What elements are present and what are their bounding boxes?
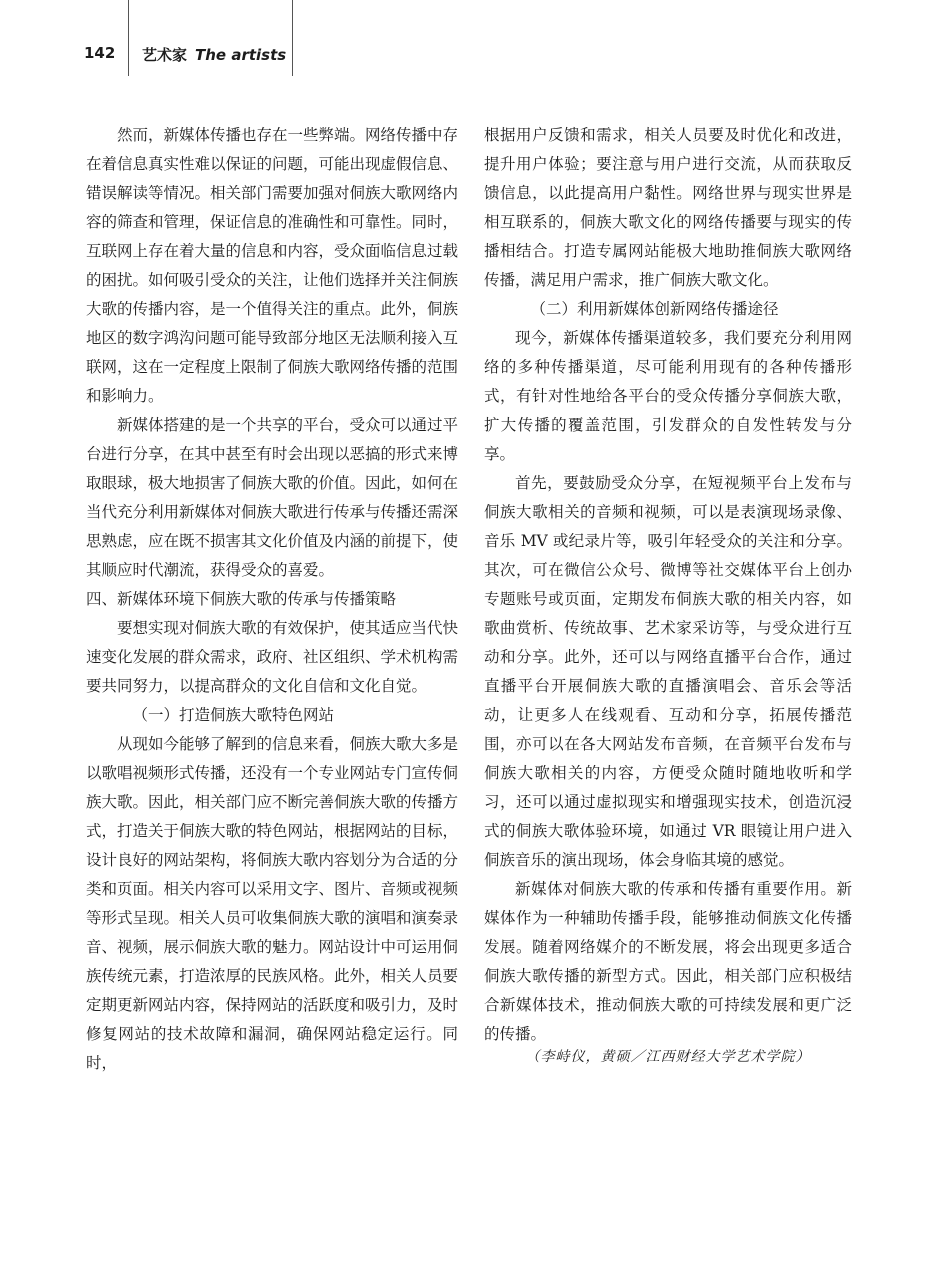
- subsection-heading: （二）利用新媒体创新网络传播途径: [530, 300, 779, 318]
- paragraph-continued: 根据用户反馈和需求，相关人员要及时优化和改进，提升用户体验；要注意与用户进行交流，从而获取反馈信息，以此提高用户黏性。网络世界与现实世界是相互联系的，侗族大歌文化的网络传播要与现实的传播相结合。打造专属网站能极大地助推侗族大歌网络传播，满足用户需求，推广侗族大歌文化。: [484, 126, 852, 289]
- paragraph: 新媒体搭建的是一个共享的平台，受众可以通过平台进行分享，在其中甚至有时会出现以恶搞的形式来博取眼球，极大地损害了侗族大歌的价值。因此，如何在当代充分利用新媒体对侗族大歌进行传承与传播还需深思熟虑，应在既不损害其文化价值及内涵的前提下，使其顺应时代潮流，获得受众的喜爱。: [86, 416, 459, 579]
- running-head: [142, 44, 286, 65]
- header-divider-left: [128, 0, 129, 76]
- page-number: 142: [84, 44, 116, 62]
- author-affiliation: （李峙仪，黄硕／江西财经大学艺术学院）: [525, 1049, 811, 1065]
- section-heading: 四、新媒体环境下侗族大歌的传承与传播策略: [86, 590, 397, 608]
- header-divider-right: [292, 0, 293, 76]
- journal-title-en: The artists: [195, 46, 287, 64]
- journal-title-cn: 艺术家: [142, 46, 188, 64]
- right-column: [484, 121, 852, 1049]
- paragraph: 从现如今能够了解到的信息来看，侗族大歌大多是以歌唱视频形式传播，还没有一个专业网站专门宣传侗族大歌。因此，相关部门应不断完善侗族大歌的传播方式，打造关于侗族大歌的特色网站，根据网站的目标，设计良好的网站架构，将侗族大歌内容划分为合适的分类和页面。相关内容可以采用文字、图片、音频或视频等形式呈现。相关人员可收集侗族大歌的演唱和演奏录音、视频，展示侗族大歌的魅力。网站设计中可运用侗族传统元素，打造浓厚的民族风格。此外，相关人员要定期更新网站内容，保持网站的活跃度和吸引力，及时修复网站的技术故障和漏洞，确保网站稳定运行。同时，: [86, 735, 459, 1072]
- left-column: [86, 121, 458, 1078]
- paragraph: 首先，要鼓励受众分享，在短视频平台上发布与侗族大歌相关的音频和视频，可以是表演现场录像、音乐 MV 或纪录片等，吸引年轻受众的关注和分享。其次，可在微信公众号、微博等社交媒体平台上创办专题账号或页面，定期发布侗族大歌的相关内容，如歌曲赏析、传统故事、艺术家采访等，与受众进行互动和分享。此外，还可以与网络直播平台合作，通过直播平台开展侗族大歌的直播演唱会、音乐会等活动，让更多人在线观看、互动和分享，拓展传播范围，亦可以在各大网站发布音频，在音频平台发布与侗族大歌相关的内容，方便受众随时随地收听和学习，还可以通过虚拟现实和增强现实技术，创造沉浸式的侗族大歌体验环境，如通过 VR 眼镜让用户进入侗族音乐的演出现场，体会身临其境的感觉。: [484, 474, 852, 869]
- paragraph: 新媒体对侗族大歌的传承和传播有重要作用。新媒体作为一种辅助传播手段，能够推动侗族文化传播发展。随着网络媒介的不断发展，将会出现更多适合侗族大歌传播的新型方式。因此，相关部门应积极结合新媒体技术，推动侗族大歌的可持续发展和更广泛的传播。: [484, 880, 852, 1043]
- subsection-heading: （一）打造侗族大歌特色网站: [132, 706, 335, 724]
- paragraph: 要想实现对侗族大歌的有效保护，使其适应当代快速变化发展的群众需求，政府、社区组织、学术机构需要共同努力，以提高群众的文化自信和文化自觉。: [86, 619, 459, 695]
- paragraph: 现今，新媒体传播渠道较多，我们要充分利用网络的多种传播渠道，尽可能利用现有的各种传播形式，有针对性地给各平台的受众传播分享侗族大歌，扩大传播的覆盖范围，引发群众的自发性转发与分享。: [484, 329, 852, 463]
- paragraph: 然而，新媒体传播也存在一些弊端。网络传播中存在着信息真实性难以保证的问题，可能出现虚假信息、错误解读等情况。相关部门需要加强对侗族大歌网络内容的筛查和管理，保证信息的准确性和可靠性。同时，互联网上存在着大量的信息和内容，受众面临信息过载的困扰。如何吸引受众的关注，让他们选择并关注侗族大歌的传播内容，是一个值得关注的重点。此外，侗族地区的数字鸿沟问题可能导致部分地区无法顺利接入互联网，这在一定程度上限制了侗族大歌网络传播的范围和影响力。: [86, 126, 459, 405]
